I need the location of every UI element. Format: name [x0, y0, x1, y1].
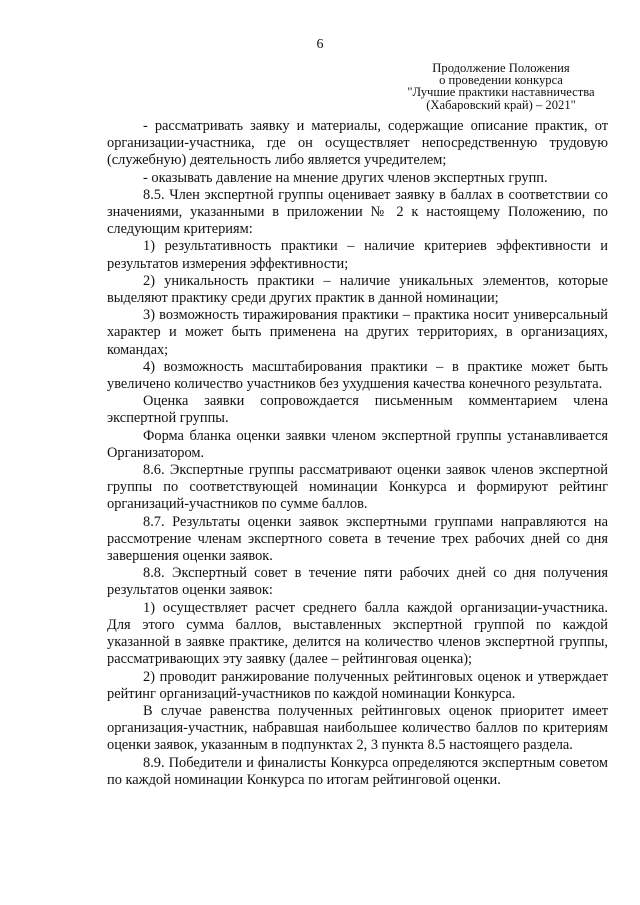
header-line: "Лучшие практики наставничества — [407, 85, 595, 100]
paragraph: 2) проводит ранжирование полученных рейтинговых оценок и утверждает рейтинг организаций-участников по каждой номинации Конкурса. — [107, 668, 608, 702]
document-body — [107, 118, 608, 789]
paragraph: 8.5. Член экспертной группы оценивает заявку в баллах в соответствии со значениями, указанными в приложении № 2 к настоящему Положению, по следующим критериям: — [107, 186, 608, 238]
page-number: 6 — [316, 37, 324, 52]
header-line: (Хабаровский край) – 2021" — [426, 97, 576, 112]
paragraph: 8.8. Экспертный совет в течение пяти рабочих дней со дня получения результатов оценки заявок: — [107, 565, 608, 599]
paragraph: 1) осуществляет расчет среднего балла каждой организации-участника. Для этого сумма баллов, выставленных экспертной группой по каждой указанной в заявке практике, делится на количество членов экспертной группы, рассматривающих эту заявку (далее – рейтинговая оценка); — [107, 599, 608, 668]
document-header — [398, 62, 604, 111]
paragraph: - оказывать давление на мнение других членов экспертных групп. — [143, 169, 548, 186]
paragraph: Форма бланка оценки заявки членом экспертной группы устанавливается Организатором. — [107, 427, 608, 461]
paragraph: - рассматривать заявку и материалы, содержащие описание практик, от организации-участника, где он осуществляет непосредственную трудовую (служебную) деятельность либо является учредителем; — [107, 118, 608, 169]
paragraph: 3) возможность тиражирования практики – практика носит универсальный характер и может быть применена на других территориях, в организациях, командах; — [107, 307, 608, 358]
paragraph: 1) результативность практики – наличие критериев эффективности и результатов измерения эффективности; — [107, 238, 608, 272]
paragraph: 8.7. Результаты оценки заявок экспертными группами направляются на рассмотрение членам экспертного совета в течение трех рабочих дней со дня завершения оценки заявок. — [107, 513, 608, 565]
paragraph: Оценка заявки сопровождается письменным комментарием члена экспертной группы. — [107, 393, 608, 427]
paragraph: 2) уникальность практики – наличие уникальных элементов, которые выделяют практику среди других практик в данной номинации; — [107, 272, 608, 307]
paragraph: 8.6. Экспертные группы рассматривают оценки заявок членов экспертной группы по соответствующей номинации Конкурса и формируют рейтинг организаций-участников по сумме баллов. — [107, 462, 608, 513]
paragraph: 4) возможность масштабирования практики – в практике может быть увеличено количество участников без ухудшения качества конечного результата. — [107, 358, 608, 393]
header-line: о проведении конкурса — [439, 73, 563, 88]
paragraph: 8.9. Победители и финалисты Конкурса определяются экспертным советом по каждой номинации Конкурса по итогам рейтинговой оценки. — [107, 754, 608, 788]
paragraph: В случае равенства полученных рейтинговых оценок приоритет имеет организация-участник, набравшая наибольшее количество баллов по критериям оценки заявок, указанным в подпунктах 2, 3 пункта 8.5 настоящего раздела. — [107, 702, 608, 754]
header-line: Продолжение Положения — [432, 61, 570, 75]
